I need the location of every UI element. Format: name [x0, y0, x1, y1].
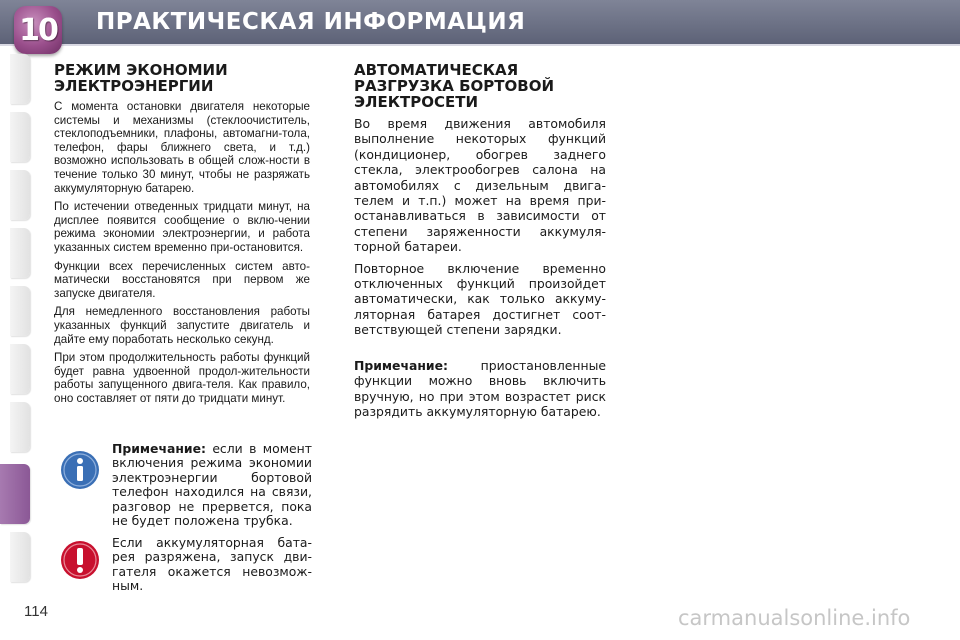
warning-note [56, 536, 312, 594]
section-title-load-shedding: АВТОМАТИЧЕСКАЯ РАЗГРУЗКА БОРТОВОЙ ЭЛЕКТРОСЕТИ [354, 61, 555, 111]
paragraph: Повторное включение временно отключенных функций произойдет автоматически, как только аккуму-ляторная батарея достигнет соот-ветствующей степени зарядки. [354, 260, 606, 338]
info-note [56, 442, 312, 528]
info-note-text [112, 442, 312, 528]
chapter-tab[interactable] [10, 402, 30, 452]
paragraph: По истечении отведенных тридцати минут, на дисплее появится сообщение о вклю-чении режима экономии электроэнергии, и работа указанных систем временно при-остановится. [54, 200, 310, 254]
paragraph: Функции всех перечисленных систем авто-матически восстановятся при первом же запуске двигателя. [54, 259, 310, 300]
chapter-tab-active[interactable] [0, 464, 30, 524]
warning-note-text: Если аккумуляторная бата-рея разряжена, запуск дви-гателя окажется невозмож-ным. [112, 535, 312, 594]
section-title-energy-saving: РЕЖИМ ЭКОНОМИИ ЭЛЕКТРОЭНЕРГИИ [54, 61, 228, 95]
right-column [354, 62, 606, 425]
chapter-title: ПРАКТИЧЕСКАЯ ИНФОРМАЦИЯ [96, 9, 526, 35]
header-divider [0, 44, 960, 46]
chapter-number: 10 [19, 12, 57, 48]
paragraph: С момента остановки двигателя некоторые системы и механизмы (стеклоочиститель, стеклоподъемники, плафоны, автомагни-тола, телефон, фары ближнего света, и т.д.) возможно использовать в общей слож-ности в течение только 30 минут, чтобы не разряжать аккумуляторную батарею. [54, 100, 310, 195]
right-note [354, 358, 606, 420]
chapter-tab[interactable] [10, 112, 30, 162]
chapter-badge [14, 6, 62, 54]
note-body: приостановленные функции можно вновь включить вручную, но при этом возрастет риск разрядить аккумуляторную батарею. [354, 357, 606, 419]
chapter-tab[interactable] [10, 286, 30, 336]
paragraph: Для немедленного восстановления работы указанных функций запустите двигатель и дайте ему поработать несколько секунд. [54, 305, 310, 346]
note-label: Примечание: [112, 441, 206, 456]
page-number: 114 [24, 603, 48, 620]
chapter-tab[interactable] [10, 344, 30, 394]
watermark: carmanualsonline.info [678, 606, 911, 630]
note-label: Примечание: [354, 357, 448, 373]
chapter-tabs [0, 54, 40, 574]
note-body: если в момент включения режима экономии электроэнергии бортовой телефон находился на связи, разговор не прервется, пока не будет положена трубка. [112, 441, 312, 529]
paragraph: При этом продолжительность работы функций будет равна удвоенной продол-жительности работы запущенного двига-теля. Как правило, оно составляет от пяти до тридцати минут. [54, 351, 310, 405]
left-column [54, 62, 310, 410]
info-icon [60, 450, 100, 490]
chapter-tab[interactable] [10, 228, 30, 278]
paragraph: Во время движения автомобиля выполнение некоторых функций (кондиционер, обогрев заднего стекла, электрообогрев салона на автомобилях с дизельным двига-телем и т.п.) может на время при-останавливаться в зависимости от степени заряженности аккумуля-торной батареи. [354, 116, 606, 255]
chapter-tab[interactable] [10, 170, 30, 220]
exclamation-icon [60, 540, 100, 580]
chapter-tab[interactable] [10, 54, 30, 104]
chapter-tab[interactable] [10, 532, 30, 582]
